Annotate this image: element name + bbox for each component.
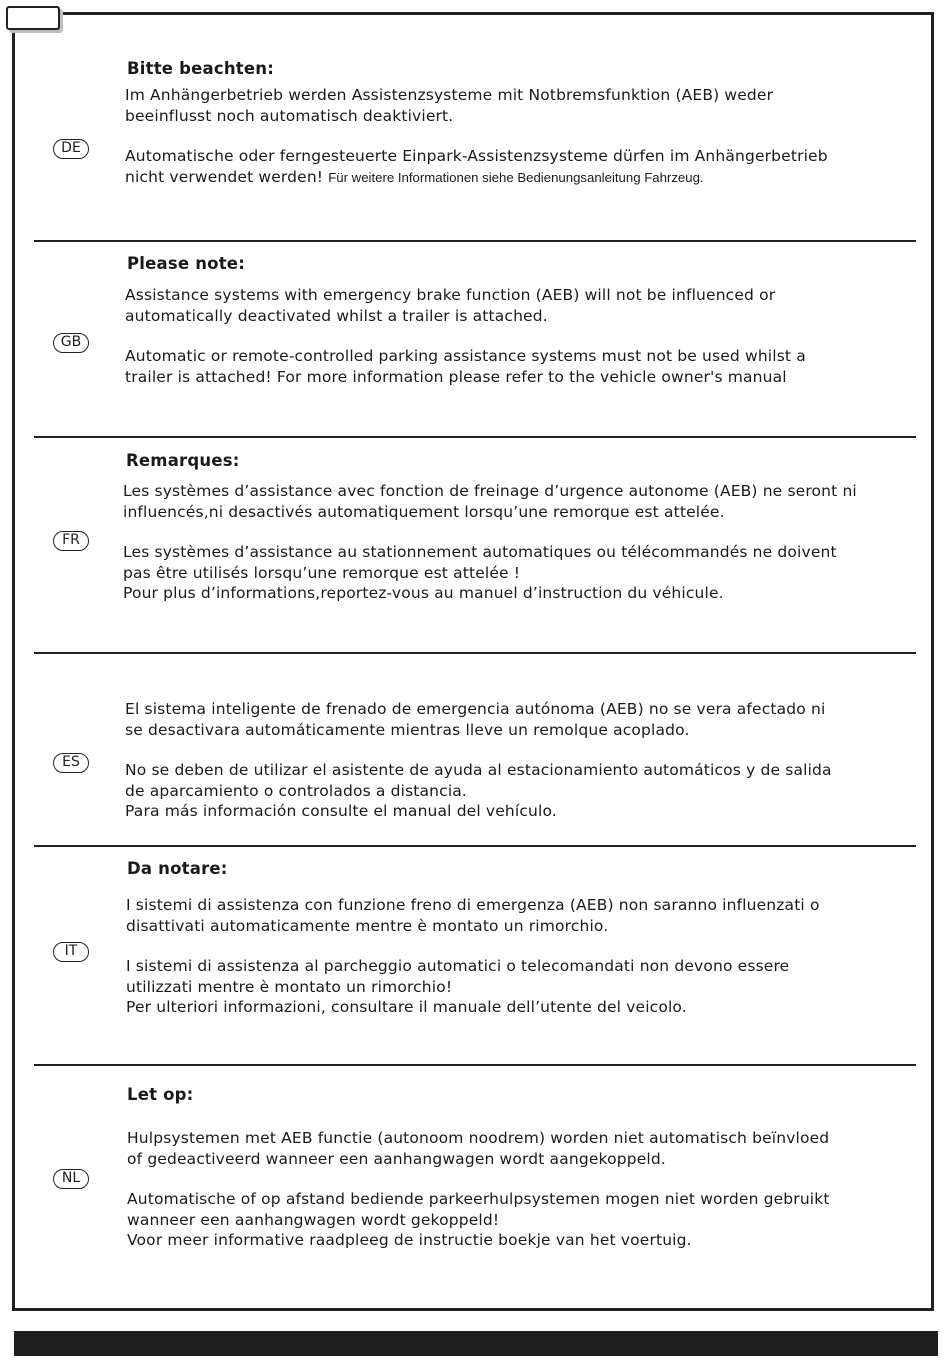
section-divider [34,845,916,847]
language-badge-fr: FR [53,531,89,551]
language-badge-de: DE [53,139,89,159]
section-paragraph: Hulpsystemen met AEB functie (autonoom noodrem) worden niet automatisch beïnvloed of gedeactiveerd wanneer een aanhangwagen wordt aangekoppeld. [127,1129,830,1168]
language-badge-gb: GB [53,333,89,353]
section-paragraph [125,146,828,188]
section-divider [34,240,916,242]
page-frame [12,12,934,1311]
section-paragraph: Les systèmes d’assistance au stationnement automatiques ou télécommandés ne doivent pas être utilisés lorsqu’une remorque est attelée ! Pour plus d’informations,reportez-vous au manuel d’instruction du véhicule. [123,543,837,602]
language-badge-es: ES [53,753,89,773]
section-paragraph: Automatische of op afstand bediende parkeerhulpsystemen mogen niet worden gebruikt wanneer een aanhangwagen wordt gekoppeld! Voor meer informative raadpleeg de instructie boekje van het voertuig. [127,1190,830,1249]
section-paragraph: No se deben de utilizar el asistente de ayuda al estacionamiento automáticos y de salida de aparcamiento o controlados a distancia. Para más información consulte el manual del vehículo. [125,761,832,820]
section-heading: Bitte beachten: [127,59,275,78]
section-paragraph: I sistemi di assistenza con funzione freno di emergenza (AEB) non saranno influenzati o disattivati automaticamente mentre è montato un rimorchio. [126,896,820,935]
page-tab [6,6,60,30]
section-paragraph: Assistance systems with emergency brake function (AEB) will not be influenced or automatically deactivated whilst a trailer is attached. [125,286,776,325]
section-paragraph: I sistemi di assistenza al parcheggio automatici o telecomandati non devono essere utilizzati mentre è montato un rimorchio! Per ulteriori informazioni, consultare il manuale dell’utente del veicolo. [126,957,790,1016]
section-divider [34,436,916,438]
section-paragraph: Im Anhängerbetrieb werden Assistenzsysteme mit Notbremsfunktion (AEB) weder beeinflusst noch automatisch deaktiviert. [125,86,774,125]
paragraph-text: Automatische oder ferngesteuerte Einpark-Assistenzsysteme dürfen im Anhängerbetrieb nicht verwendet werden! [125,147,828,186]
section-heading: Remarques: [126,451,240,470]
language-badge-it: IT [53,942,89,962]
section-heading: Please note: [127,254,245,273]
section-heading: Let op: [127,1085,194,1104]
footer-bar [14,1331,938,1356]
language-badge-nl: NL [53,1169,89,1189]
section-paragraph: Automatic or remote-controlled parking assistance systems must not be used whilst a trailer is attached! For more information please refer to the vehicle owner's manual [125,347,806,386]
section-heading: Da notare: [127,859,228,878]
paragraph-small-text: Für weitere Informationen siehe Bedienungsanleitung Fahrzeug. [328,169,704,185]
section-divider [34,1064,916,1066]
section-paragraph: Les systèmes d’assistance avec fonction de freinage d’urgence autonome (AEB) ne seront ni influencés,ni desactivés automatiquement lorsqu’une remorque est attelée. [123,482,857,521]
section-divider [34,652,916,654]
section-paragraph: El sistema inteligente de frenado de emergencia autónoma (AEB) no se vera afectado ni se desactivara automáticamente mientras lleve un remolque acoplado. [125,700,826,739]
